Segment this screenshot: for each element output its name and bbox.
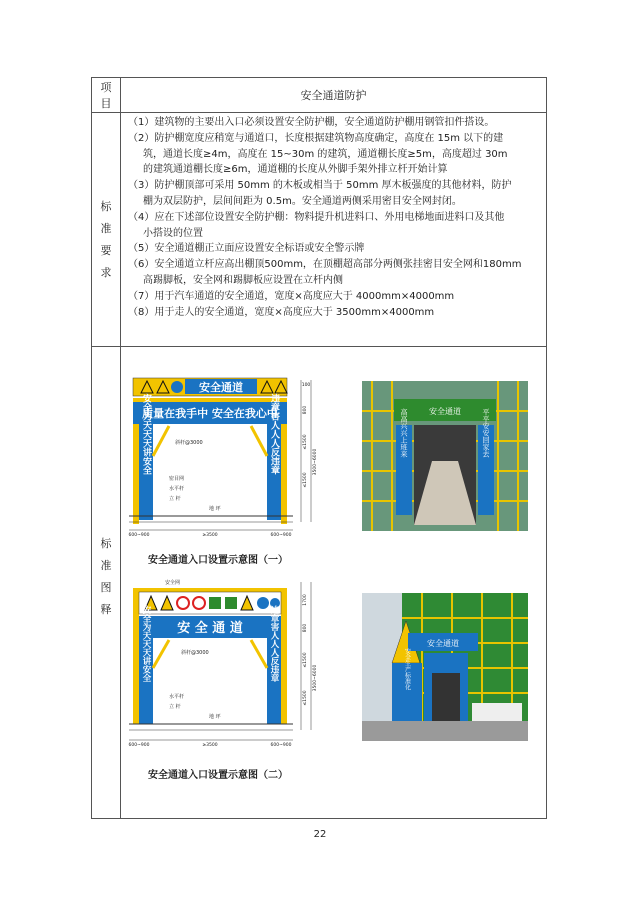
svg-text:立 杆: 立 杆 [169,704,181,710]
diagram2-left-slogan: 安全为天天天讲安全 [141,605,151,683]
photo1-right-slogan: 平平安安回家去 [482,408,490,458]
svg-text:3500~6000: 3500~6000 [313,448,318,476]
photo2-side-slogan: 安全生产标准化 [403,648,411,690]
svg-text:斜杆@3000: 斜杆@3000 [181,650,209,656]
header-label-text: 项目 [100,81,112,110]
req-line: 小搭设的位置 [143,227,203,239]
svg-text:地 坪: 地 坪 [209,714,221,720]
photo1-left-slogan: 高高兴兴上班来 [400,408,408,458]
svg-text:密目网: 密目网 [169,476,185,482]
svg-text:安全网: 安全网 [165,580,181,586]
svg-text:≤1500: ≤1500 [303,434,308,450]
req-line: （1）建筑物的主要出入口必须设置安全防护棚，安全通道防护棚用钢管扣件搭设。 [128,117,495,128]
svg-text:地 坪: 地 坪 [209,506,221,512]
svg-text:800: 800 [303,623,308,633]
svg-text:≤1500: ≤1500 [303,652,308,668]
svg-text:600~900: 600~900 [128,743,150,748]
svg-text:100: 100 [301,383,311,388]
svg-text:600~900: 600~900 [270,533,292,538]
photo2-sign: 安全通道 [427,639,459,648]
column-divider [120,78,121,818]
req-line: （6）安全通道立杆应高出棚顶500mm，在顶棚超高部分两侧张挂密目安全网和180mm [128,259,522,271]
diagram2-right-slogan: 违章害人人人反违章 [269,605,279,683]
diagram1-caption: 安全通道入口设置示意图（一） [148,555,288,566]
diagram1-left-slogan: 安全为天天天讲安全 [141,393,151,475]
header-label [92,80,120,112]
diagram2-sign: 安 全 通 道 [177,621,243,636]
req-line: （2）防护棚宽度应稍宽与通道口，长度根据建筑物高度确定，高度在 15m 以下的建 [128,132,504,144]
diagram1-sign: 安全通道 [199,381,243,394]
svg-text:3500~6000: 3500~6000 [313,664,318,692]
row-divider [92,346,546,347]
svg-text:≥3500: ≥3500 [202,743,218,748]
req-line: 的建筑通道棚长度≥6m，通道棚的长度从外脚手架外排立杆开始计算 [143,164,448,176]
svg-text:600~900: 600~900 [270,743,292,748]
photo1-sign: 安全通道 [429,407,461,416]
svg-text:≤1500: ≤1500 [303,472,308,488]
svg-text:水平杆: 水平杆 [169,486,185,492]
req-line: 高踢脚板，安全网和踢脚板应设置在立杆内侧 [143,274,343,286]
svg-text:600~900: 600~900 [128,533,150,538]
entrance-diagram-2 [125,578,337,758]
req-line: 筑，通道长度≥4m，高度在 15~30m 的建筑，通道棚长度≥5m，高度超过 30m [143,148,508,160]
page-number: 22 [313,829,327,840]
entrance-photo-2 [362,593,528,741]
svg-text:立 杆: 立 杆 [169,496,181,502]
req-line: （8）用于走人的安全通道，宽度×高度应大于 3500mm×4000mm [128,306,435,318]
req-label-text: 标准要求 [100,200,112,279]
entrance-photo-1 [362,381,528,531]
requirements-list [128,115,538,320]
svg-text:800: 800 [303,405,308,415]
diagram1-right-slogan: 违章害人人人反违章 [269,393,279,475]
entrance-diagram-1 [125,376,337,548]
diagram2-caption: 安全通道入口设置示意图（二） [148,770,288,781]
svg-text:斜杆@3000: 斜杆@3000 [175,440,203,446]
svg-text:≤1500: ≤1500 [303,690,308,706]
req-line: （7）用于汽车通道的安全通道，宽度×高度应大于 4000mm×4000mm [128,290,455,302]
req-line: （5）安全通道棚正立面应设置安全标语或安全警示牌 [128,243,365,255]
img-label-text: 标准图释 [100,537,112,616]
page-title: 安全通道防护 [300,89,367,102]
svg-text:水平杆: 水平杆 [169,694,185,700]
req-line: （4）应在下述部位设置安全防护棚：物料提升机进料口、外用电梯地面进料口及其他 [128,211,505,223]
req-line: 棚为双层防护，层间间距为 0.5m。安全通道两侧采用密目安全网封闭。 [143,195,462,207]
req-label [92,196,120,284]
img-label [92,533,120,621]
svg-text:1700: 1700 [303,594,308,606]
req-line: （3）防护棚顶部可采用 50mm 的木板或相当于 50mm 厚木板强度的其他材料，防护 [128,180,512,192]
svg-text:≥3500: ≥3500 [202,533,218,538]
diagram1-banner: 质量在我手中 安全在我心中 [142,407,278,420]
row-divider [92,112,546,113]
